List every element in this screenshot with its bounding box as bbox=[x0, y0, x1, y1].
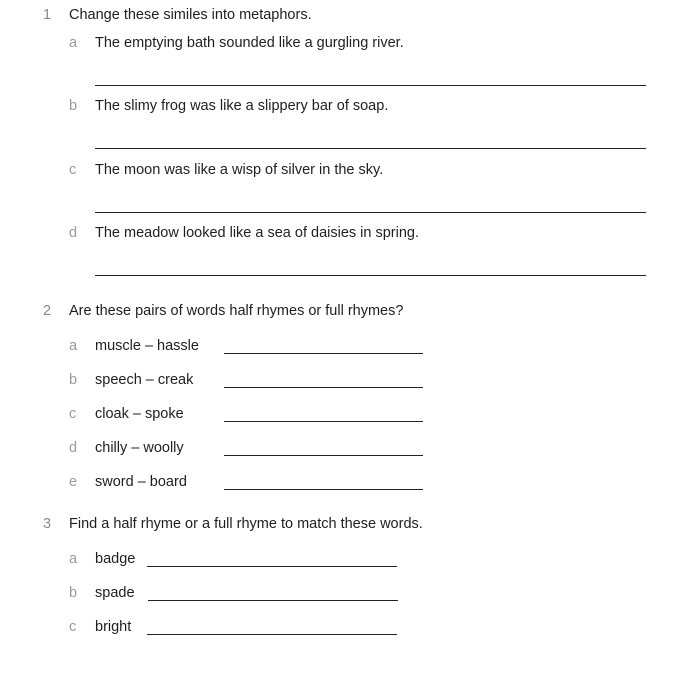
item-letter: a bbox=[69, 338, 78, 354]
answer-line bbox=[224, 455, 423, 456]
item-letter: e bbox=[69, 474, 78, 490]
item-text: The slimy frog was like a slippery bar of soap. bbox=[95, 98, 389, 114]
answer-line bbox=[95, 148, 646, 149]
answer-field[interactable] bbox=[224, 370, 423, 386]
item-text: The emptying bath sounded like a gurgling river. bbox=[95, 35, 404, 51]
question-number: 3 bbox=[43, 516, 52, 532]
question-prompt: Are these pairs of words half rhymes or full rhymes? bbox=[69, 303, 404, 319]
item-text: The meadow looked like a sea of daisies in spring. bbox=[95, 225, 420, 241]
answer-field[interactable] bbox=[95, 258, 646, 274]
answer-field[interactable] bbox=[224, 438, 423, 454]
answer-field[interactable] bbox=[224, 404, 423, 420]
answer-line bbox=[95, 85, 646, 86]
question-number: 2 bbox=[43, 303, 52, 319]
item-letter: c bbox=[69, 406, 77, 422]
answer-field[interactable] bbox=[224, 336, 423, 352]
answer-line bbox=[224, 489, 423, 490]
item-letter: b bbox=[69, 98, 78, 114]
item-text: The moon was like a wisp of silver in the sky. bbox=[95, 162, 384, 178]
answer-field[interactable] bbox=[147, 617, 397, 633]
answer-line bbox=[224, 353, 423, 354]
item-text: sword – board bbox=[95, 474, 187, 490]
item-letter: a bbox=[69, 35, 78, 51]
answer-line bbox=[224, 387, 423, 388]
answer-line bbox=[95, 275, 646, 276]
question-number: 1 bbox=[43, 7, 52, 23]
item-letter: d bbox=[69, 225, 78, 241]
answer-line bbox=[95, 212, 646, 213]
answer-field[interactable] bbox=[95, 195, 646, 211]
item-text: bright bbox=[95, 619, 132, 635]
answer-field[interactable] bbox=[147, 549, 397, 565]
answer-line bbox=[147, 566, 397, 567]
answer-line bbox=[148, 600, 398, 601]
answer-field[interactable] bbox=[148, 583, 398, 599]
item-text: speech – creak bbox=[95, 372, 194, 388]
item-text: badge bbox=[95, 551, 136, 567]
answer-line bbox=[224, 421, 423, 422]
item-letter: b bbox=[69, 372, 78, 388]
item-text: cloak – spoke bbox=[95, 406, 184, 422]
question-prompt: Find a half rhyme or a full rhyme to match these words. bbox=[69, 516, 423, 532]
item-text: chilly – woolly bbox=[95, 440, 184, 456]
answer-line bbox=[147, 634, 397, 635]
question-prompt: Change these similes into metaphors. bbox=[69, 7, 312, 23]
item-text: spade bbox=[95, 585, 135, 601]
answer-field[interactable] bbox=[224, 472, 423, 488]
item-letter: c bbox=[69, 619, 77, 635]
answer-field[interactable] bbox=[95, 68, 646, 84]
item-letter: d bbox=[69, 440, 78, 456]
item-letter: a bbox=[69, 551, 78, 567]
item-letter: c bbox=[69, 162, 77, 178]
item-letter: b bbox=[69, 585, 78, 601]
answer-field[interactable] bbox=[95, 131, 646, 147]
item-text: muscle – hassle bbox=[95, 338, 199, 354]
